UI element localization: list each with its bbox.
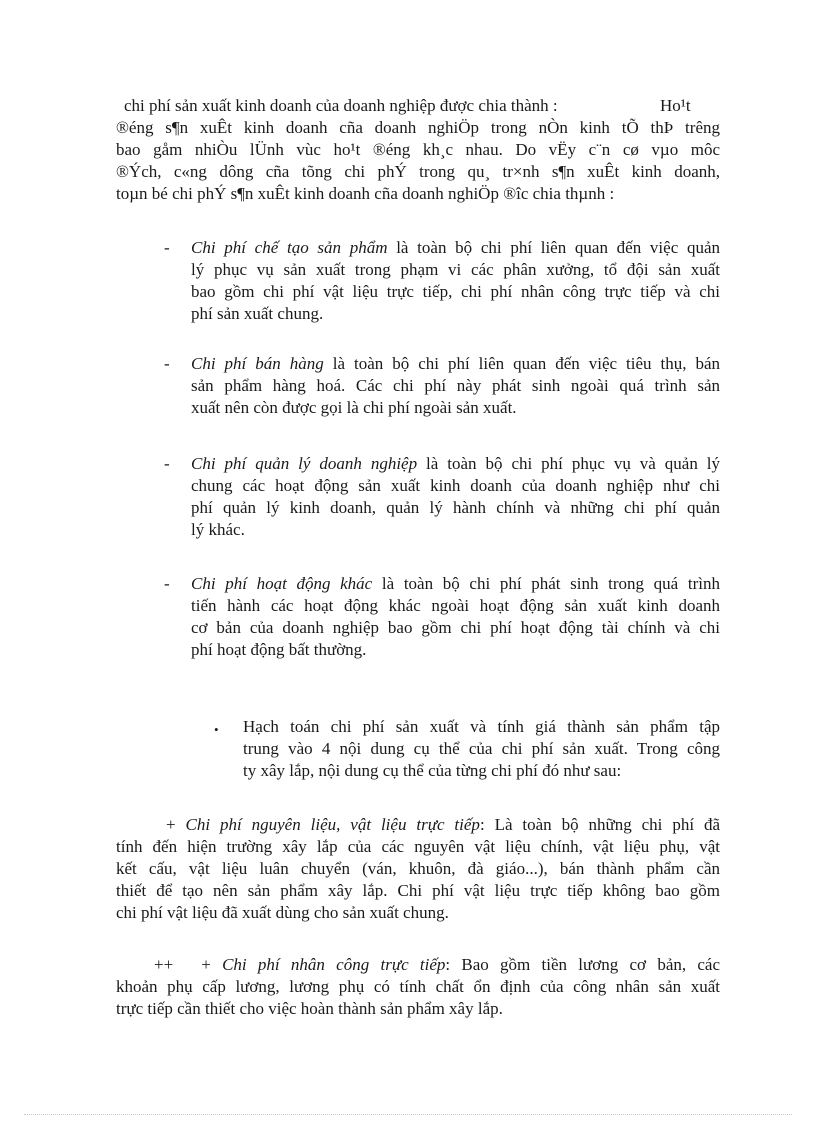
intro-paragraph	[116, 95, 720, 205]
paragraph-line: trực tiếp cần thiết cho việc hoàn thành sản phẩm xây lắp.	[116, 999, 503, 1018]
bullet-paragraph	[243, 716, 720, 782]
list-item-text: là toàn bộ chi phí phát sinh trong quá trình	[381, 574, 720, 593]
list-item-selling-cost	[191, 353, 720, 419]
intro-line-5: toµn bé chi phÝ s¶n xuÊt kinh doanh cña doanh nghiÖp ®îc chia thµnh :	[116, 184, 615, 203]
bullet-dot: •	[214, 722, 219, 737]
paragraph-line	[116, 814, 720, 836]
intro-line-1-text: chi phí sản xuất kinh doanh của doanh nghiệp được chia thành :	[124, 96, 558, 115]
list-item-line: tiến hành các hoạt động khác ngoài hoạt động sản xuất kinh doanh	[191, 596, 720, 615]
list-item-line: cơ bản của doanh nghiệp bao gồm chi phí hoạt động tài chính và chi	[191, 618, 720, 637]
list-item-text: là toàn bộ chi phí phục vụ và quản lý	[426, 454, 721, 473]
list-item-term: Chi phí bán hàng	[191, 354, 324, 373]
paragraph-text: : Là toàn bộ những chi phí đã	[479, 815, 720, 834]
intro-line-3: bao gåm nhiÒu lÜnh vùc ho¹t ®éng kh¸c nhau. Do vËy c¨n cø vµo môc	[116, 140, 720, 159]
plus-marker: +	[201, 955, 211, 974]
list-item-line: sản phẩm hàng hoá. Các chi phí này phát sinh ngoài quá trình sản	[191, 376, 720, 395]
bullet-line: Hạch toán chi phí sản xuất và tính giá thành sản phẩm tập	[243, 717, 720, 736]
list-item-manufacturing-cost	[191, 237, 720, 325]
list-item-line	[191, 353, 720, 375]
list-item-line: xuất nên còn được gọi là chi phí ngoài sản xuất.	[191, 398, 517, 417]
paragraph-term: Chi phí nhân công trực tiếp	[222, 955, 446, 974]
list-item-line: phí sản xuất chung.	[191, 304, 324, 323]
paragraph-line: kết cấu, vật liệu luân chuyển (ván, khuôn, đà giáo...), bán thành phẩm cần	[116, 859, 720, 878]
paragraph-line: chi phí vật liệu đã xuất dùng cho sản xuất chung.	[116, 903, 449, 922]
bullet-line: ty xây lắp, nội dung cụ thể của từng chi phí đó như sau:	[243, 761, 622, 780]
list-item-line: bao gồm chi phí vật liệu trực tiếp, chi phí nhân công trực tiếp và chi	[191, 282, 720, 301]
plus-marker: +	[166, 815, 176, 834]
plus-marker: ++	[154, 955, 174, 974]
paragraph-text: : Bao gồm tiền lương cơ bản, các	[445, 955, 721, 974]
intro-line-4: ®Ých, c«ng dông cña tõng chi phÝ trong qu¸ tr×nh s¶n xuÊt kinh doanh,	[116, 162, 720, 181]
list-item-line	[191, 237, 720, 259]
intro-line-1-hoat: Ho¹t	[660, 96, 691, 115]
list-item-term: Chi phí hoạt động khác	[191, 574, 373, 593]
direct-material-paragraph	[116, 814, 720, 924]
list-item-term: Chi phí quản lý doanh nghiệp	[191, 454, 418, 473]
list-item-other-cost	[191, 573, 720, 661]
list-item-line	[191, 453, 720, 475]
list-item-line: phí quản lý kinh doanh, quản lý hành chính và những chi phí quản	[191, 498, 720, 517]
list-item-text: là toàn bộ chi phí liên quan đến việc tiêu thụ, bán	[332, 354, 720, 373]
list-item-line: lý khác.	[191, 520, 245, 539]
intro-line-2: ®éng s¶n xuÊt kinh doanh cña doanh nghiÖp trong nÒn kinh tÕ thÞ trêng	[116, 118, 720, 137]
list-item-text: là toàn bộ chi phí liên quan đến việc quản	[396, 238, 720, 257]
bullet-line: trung vào 4 nội dung cụ thể của chi phí sản xuất. Trong công	[243, 739, 720, 758]
intro-line-1	[116, 95, 720, 117]
dash-marker: -	[164, 574, 170, 593]
list-item-line: phí hoạt động bất thường.	[191, 640, 367, 659]
paragraph-line: thiết để tạo nên sản phẩm xây lắp. Chi phí vật liệu trực tiếp không bao gồm	[116, 881, 720, 900]
list-item-term: Chi phí chế tạo sản phẩm	[191, 238, 388, 257]
list-item-line: chung các hoạt động sản xuất kinh doanh của doanh nghiệp như chi	[191, 476, 720, 495]
list-item-admin-cost	[191, 453, 720, 541]
paragraph-line: khoản phụ cấp lương, lương phụ có tính chất ổn định của công nhân sản xuất	[116, 977, 720, 996]
page-bottom-rule	[24, 1114, 792, 1115]
list-item-line: lý phục vụ sản xuất trong phạm vi các phân xưởng, tổ đội sản xuất	[191, 260, 720, 279]
dash-marker: -	[164, 238, 170, 257]
paragraph-line	[116, 954, 720, 976]
list-item-line	[191, 573, 720, 595]
dash-marker: -	[164, 354, 170, 373]
paragraph-term: Chi phí nguyên liệu, vật liệu trực tiếp	[185, 815, 480, 834]
paragraph-line: tính đến hiện trường xây lắp của các nguyên vật liệu chính, vật liệu phụ, vật	[116, 837, 720, 856]
dash-marker: -	[164, 454, 170, 473]
direct-labor-paragraph	[116, 954, 720, 1020]
